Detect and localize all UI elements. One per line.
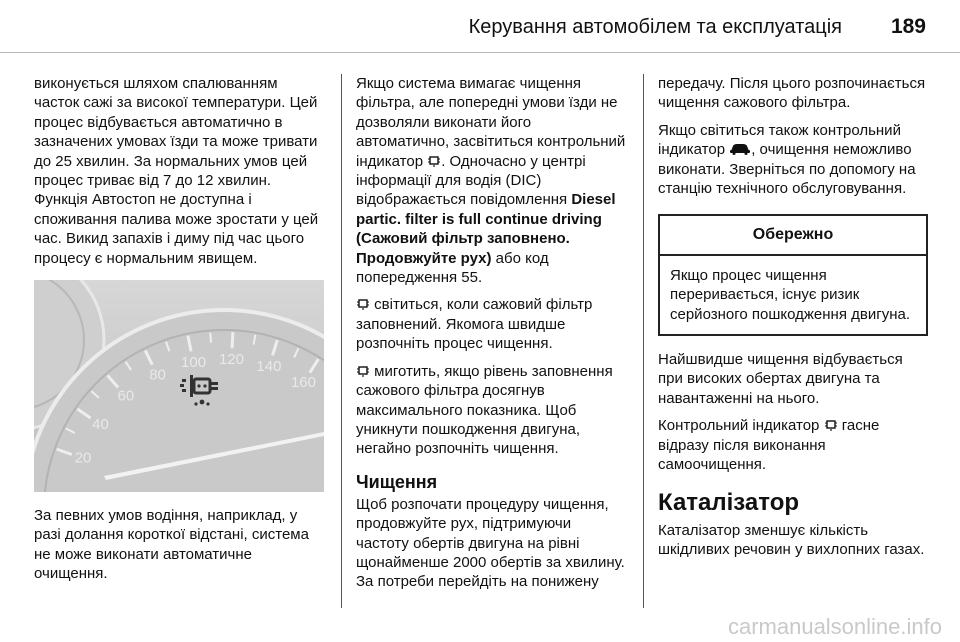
gauge-tick-label: 40 (92, 415, 109, 433)
text-fragment: . Одночасно у центрі інформації для водія (DIC) відображається повідомлення (356, 152, 586, 209)
paragraph-dic-message (356, 74, 628, 287)
gauge-tick (232, 332, 233, 348)
gauge-tick-label: 140 (256, 357, 282, 375)
page-header (0, 0, 960, 52)
watermark: carmanualsonline.info (727, 614, 942, 639)
text-fragment: гасне відразу після виконання самоочищення. (658, 417, 880, 474)
column-divider-2 (643, 74, 644, 608)
text-fragment: Контрольний індикатор (658, 417, 820, 435)
diesel-filter-icon (356, 365, 370, 377)
paragraph-catalytic-converter: Каталізатор зменшує кількість шкідливих речовин у вихлопних газах. (658, 521, 925, 558)
gauge-tick-label: 160 (290, 373, 317, 391)
column-3 (658, 74, 928, 567)
text-fragment: миготить, якщо рівень заповнення сажового фільтра досягнув максимального показника. Щоб уникнути пошкодження двигуна, негайно розпочніть чищення. (356, 362, 613, 458)
text-fragment: світиться, коли сажовий фільтр заповнений. Якомога швидше розпочніть процес чищення. (356, 296, 593, 353)
gauge-tick-label: 120 (218, 351, 244, 369)
diesel-filter-icon (356, 298, 370, 310)
paragraph-cleaning: Щоб розпочати процедуру чищення, продовжуйте рух, підтримуючи частоту обертів двигуна на рівні щонайменше 2000 обертів за хвилину. За потреби перейдіть на понижену (356, 495, 625, 591)
heading-cleaning: Чищення (356, 471, 438, 492)
text-fragment: або код попередження 55. (356, 249, 549, 287)
dic-message-bold: Diesel partic. filter is full continue driving (Сажовий фільтр заповнено. Продовжуйте рух) (356, 191, 616, 267)
paragraph-short-trips: За певних умов водіння, наприклад, у разі долання короткої відстані, система не може виконати автоматичне очищення. (34, 507, 309, 583)
diesel-filter-icon (824, 419, 838, 431)
column-divider-1 (341, 74, 342, 608)
text-fragment: Якщо світиться також контрольний індикатор (658, 121, 901, 159)
gauge-tick-label: 80 (149, 366, 166, 384)
paragraph-indicator-lit (356, 295, 628, 353)
paragraph-indicator-off (658, 416, 928, 474)
diesel-filter-icon (427, 155, 441, 167)
gauge-tick-label: 20 (74, 449, 92, 467)
gauge-tick-label: 100 (181, 354, 207, 372)
header-title: Керування автомобілем та експлуатація (468, 16, 842, 38)
text-fragment: , очищення неможливо виконати. Зверніться по допомогу на станцію технічного обслуговування. (658, 141, 916, 198)
gauge-tick (210, 333, 211, 343)
heading-catalytic-converter: Каталізатор (658, 488, 800, 516)
paragraph-service-indicator (658, 121, 928, 199)
paragraph-indicator-flashing (356, 362, 628, 459)
caution-title: Обережно (660, 216, 926, 255)
speedometer-illustration (34, 280, 324, 492)
car-wrench-icon (729, 142, 751, 155)
header-divider (0, 52, 960, 53)
caution-box (658, 214, 928, 336)
gauge-tick-label: 60 (117, 387, 135, 405)
caution-text: Якщо процес чищення переривається, існує ризик серйозного пошкодження двигуна. (670, 266, 910, 323)
page-number: 189 (890, 15, 926, 38)
paragraph-regeneration: виконується шляхом спалюванням часток сажі за високої температури. Цей процес відбувається автоматично в зазначених умовах їзди та може тривати до 25 хвилин. За нормальних умов цей процес триває від 7 до 12 хвилин. Функція Автостоп не доступна і споживання палива може зростати у цей час. Викид запахів і диму під час цього процесу є нормальним явищем. (34, 75, 319, 267)
column-2 (356, 74, 628, 600)
paragraph-fastest-cleaning: Найшвидше чищення відбувається при високих обертах двигуна та навантаженні на нього. (658, 351, 903, 407)
column-1 (34, 74, 326, 592)
paragraph-cleaning-continued: передачу. Після цього розпочинається чищення сажового фільтра. (658, 75, 926, 112)
text-fragment: Якщо система вимагає чищення фільтра, але попередні умови їзди не дозволяли виконати його автоматично, засвітиться контрольний індикатор (356, 75, 626, 170)
